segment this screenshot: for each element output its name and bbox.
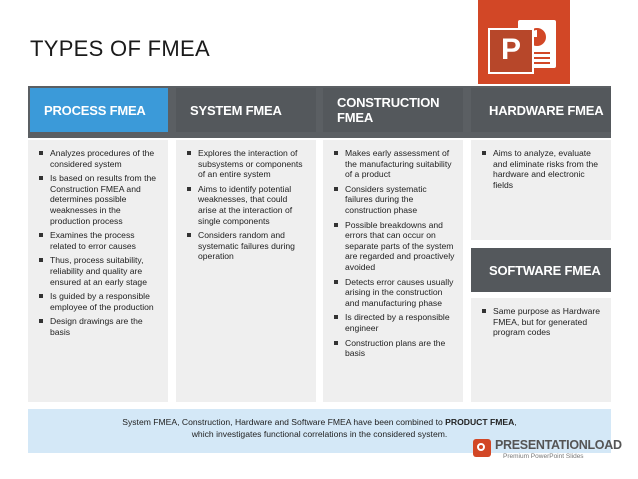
list-item: Aims to identify potential weaknesses, that could arise at the interaction of single components [186,184,308,226]
brand-tagline: Premium PowerPoint Slides [503,453,584,460]
powerpoint-logo-letter: P [488,28,534,74]
software-fmea-panel [471,298,611,402]
column-title: HARDWARE FMEA [489,102,604,118]
list-item: Detects error causes usually arising in the construction and manufacturing phase [333,277,455,309]
summary-bold: PRODUCT FMEA [445,417,515,427]
presentationload-logo-icon [473,439,491,457]
column-title: SOFTWARE FMEA [489,262,601,278]
tab-process-fmea [30,88,168,132]
list-item: Construction plans are the basis [333,338,455,359]
list-item: Design drawings are the basis [38,316,160,337]
list-item: Explores the interaction of subsystems or components of an entire system [186,148,308,180]
system-fmea-panel [176,140,316,402]
hardware-fmea-panel [471,140,611,240]
list-item: Is directed by a responsible engineer [333,312,455,333]
list-item: Aims to analyze, evaluate and eliminate risks from the hardware and electronic fields [481,148,603,190]
column-title: CONSTRUCTION FMEA [337,95,440,125]
list-item: Examines the process related to error causes [38,230,160,251]
page-title: TYPES OF FMEA [30,36,210,61]
summary-line2: which investigates functional correlations in the considered system. [191,429,448,439]
construction-fmea-panel [323,140,463,402]
list-item: Analyzes procedures of the considered system [38,148,160,169]
column-title: PROCESS FMEA [44,102,146,118]
tab-software-fmea [471,248,611,292]
list-item: Possible breakdowns and errors that can occur on separate parts of the system are regarded and proactively avoided [333,220,455,273]
tab-construction-fmea [323,88,463,132]
list-item: Makes early assessment of the manufacturing suitability of a product [333,148,455,180]
list-item: Thus, process suitability, reliability and quality are ensured at an early stage [38,255,160,287]
process-fmea-panel [28,140,168,402]
list-item: Considers random and systematic failures during operation [186,230,308,262]
list-item: Is based on results from the Construction FMEA and determines possible weaknesses in the production process [38,173,160,226]
column-title: SYSTEM FMEA [190,102,282,118]
brand-name: PRESENTATIONLOAD [495,438,622,452]
tab-hardware-fmea [471,88,611,132]
list-item: Same purpose as Hardware FMEA, but for generated program codes [481,306,603,338]
list-item: Is guided by a responsible employee of the production [38,291,160,312]
list-item: Considers systematic failures during the construction phase [333,184,455,216]
summary-prefix: System FMEA, Construction, Hardware and Software FMEA have been combined to [122,417,446,427]
tab-system-fmea [176,88,316,132]
brand-logo [473,436,623,472]
summary-suffix: , [514,417,517,427]
powerpoint-icon [478,0,570,84]
